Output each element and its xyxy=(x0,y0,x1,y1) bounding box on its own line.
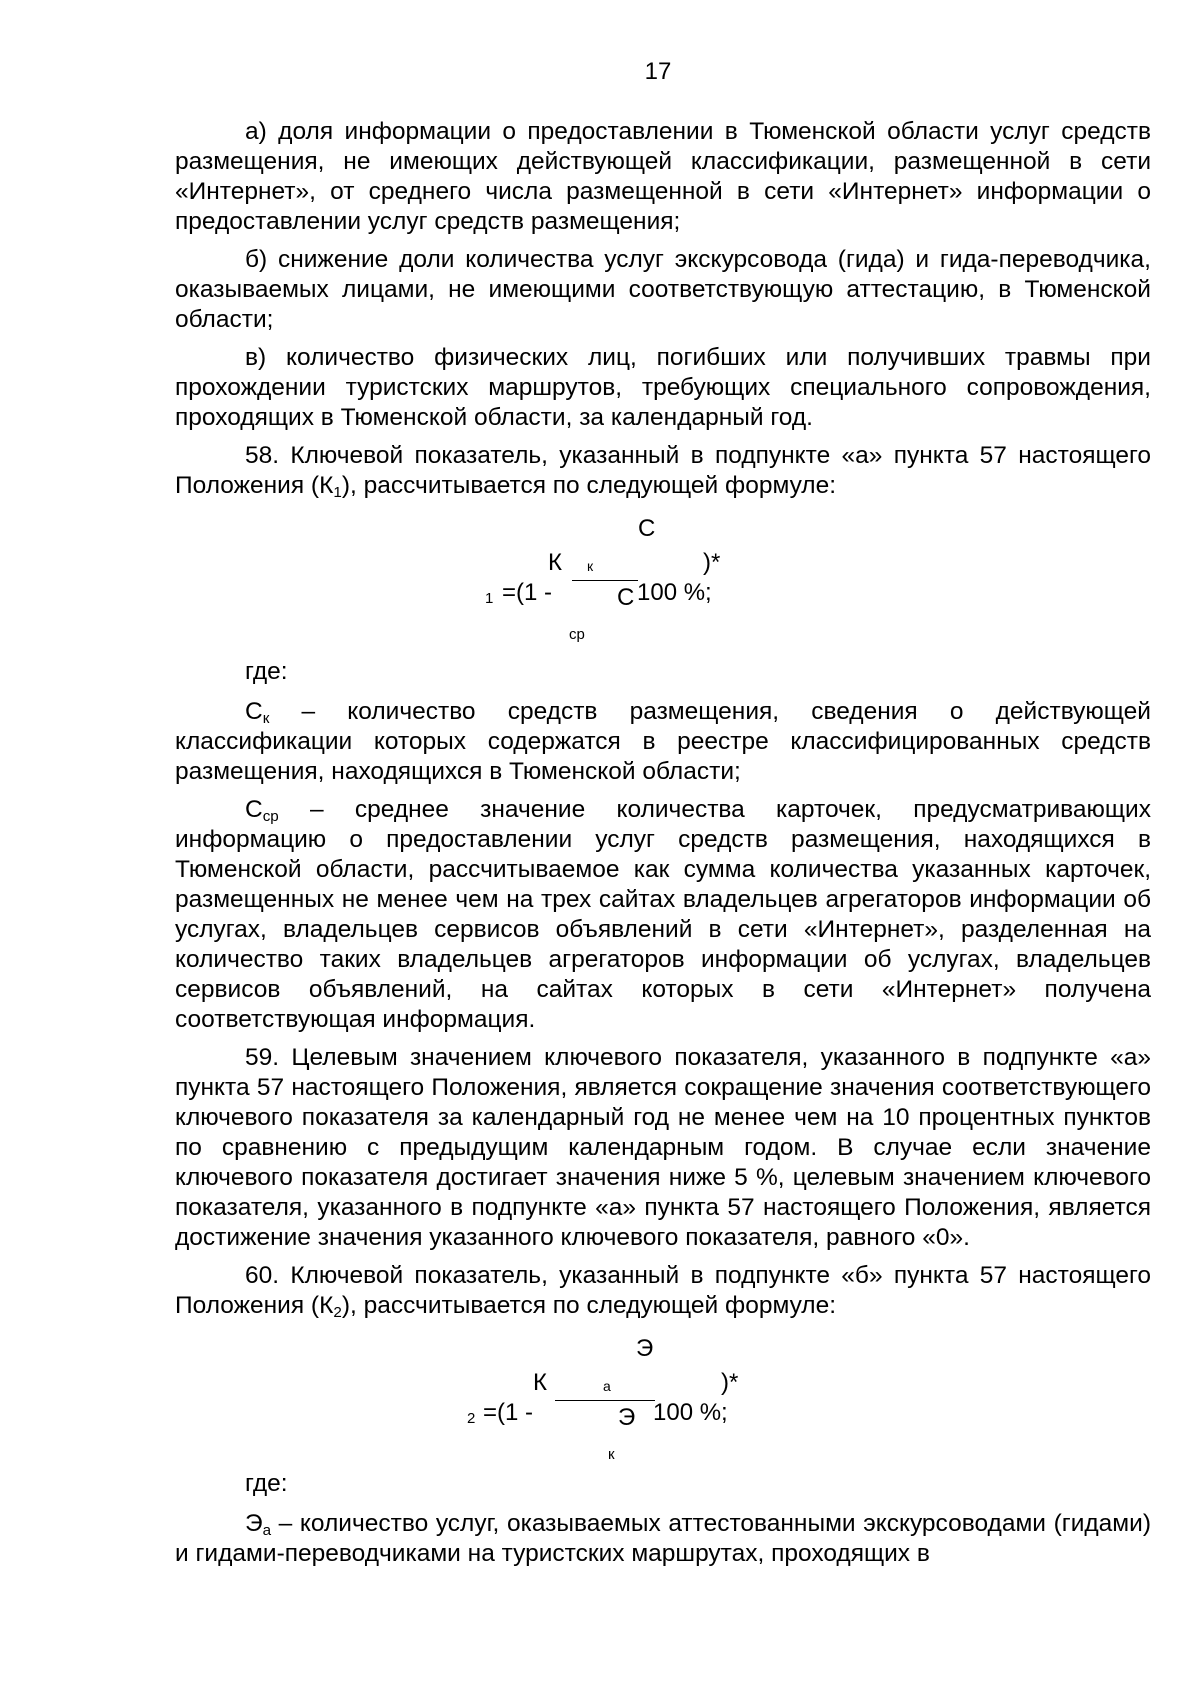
formula2-denominator-subscript: к xyxy=(608,1446,615,1463)
paragraph-59: 59. Целевым значением ключевого показателя, указанного в подпункте «а» пункта 57 настоящего Положения, является сокращение значения соответствующего ключевого показателя за календарный год не менее чем на 10 процентных пунктов по сравнению с предыдущим календарным годом. В случае если значение ключевого показателя достигает значения ниже 5 %, целевым значением ключевого показателя, указанного в подпункте «а» пункта 57 настоящего Положения, является достижение значения указанного ключевого показателя, равного «0». xyxy=(175,1044,1151,1251)
where-label-2: где: xyxy=(245,1470,288,1497)
formula1-fraction-line xyxy=(572,580,638,581)
paragraph-v: в) количество физических лиц, погибших или получивших травмы при прохождении туристских маршрутов, требующих специального сопровождения, проходящих в Тюменской области, за календарный год. xyxy=(175,344,1151,431)
ck-subscript: к xyxy=(262,709,270,727)
formula-k2 xyxy=(175,1329,1151,1469)
formula1-numerator-subscript: к xyxy=(587,558,594,574)
definition-csr xyxy=(175,795,1151,1035)
p58-subscript: 1 xyxy=(333,483,342,501)
formula1-k-index: 1 xyxy=(485,590,494,607)
p58-text-before: 58. Ключевой показатель, указанный в подпункте «а» пункта 57 настоящего Положения (К xyxy=(175,442,1151,499)
paragraph-b: б) снижение доли количества услуг экскурсовода (гида) и гида-переводчика, оказываемых лицами, не имеющими соответствующую аттестацию, в Тюменской области; xyxy=(175,246,1151,333)
csr-symbol: С xyxy=(245,796,263,823)
paragraph-60 xyxy=(175,1261,1151,1321)
formula1-tail: 100 %; xyxy=(637,579,712,606)
formula1-denominator: С xyxy=(617,584,635,611)
formula1-numerator: С xyxy=(638,515,656,542)
ck-symbol: С xyxy=(245,698,263,725)
ea-symbol: Э xyxy=(245,1510,263,1537)
p60-text-after: ), рассчитывается по следующей формуле: xyxy=(341,1292,837,1319)
ea-subscript: а xyxy=(262,1521,272,1539)
formula2-denominator: Э xyxy=(618,1404,636,1431)
formula-k1 xyxy=(175,509,1151,657)
formula2-numerator-subscript: а xyxy=(603,1378,611,1394)
csr-definition-text: – среднее значение количества карточек, предусматривающих информацию о предоставлении услуг средств размещения, находящихся в Тюменской области, рассчитываемое как сумма количества указанных карточек, размещенных не менее чем на трех сайтах владельцев агрегаторов информации об услугах, владельцев сервисов объявлений в сети «Интернет», разделенная на количество таких владельцев агрегаторов информации об услугах, владельцев сервисов объявлений, на сайтах которых в сети «Интернет» получена соответствующая информация. xyxy=(175,796,1151,1033)
csr-subscript: ср xyxy=(262,807,279,825)
formula2-close-star: )* xyxy=(721,1369,739,1396)
document-body xyxy=(175,117,1151,1577)
p60-subscript: 2 xyxy=(333,1303,342,1321)
p60-text-before: 60. Ключевой показатель, указанный в подпункте «б» пункта 57 настоящего Положения (К xyxy=(175,1262,1151,1319)
formula1-denominator-subscript: ср xyxy=(569,626,585,643)
paragraph-58 xyxy=(175,441,1151,501)
formula2-fraction-line xyxy=(555,1400,655,1401)
paragraph-a: а) доля информации о предоставлении в Тюменской области услуг средств размещения, не имеющих действующей классификации, размещенной в сети «Интернет», от среднего числа размещенной в сети «Интернет» информации о предоставлении услуг средств размещения; xyxy=(175,118,1151,235)
formula1-close-star: )* xyxy=(703,549,721,576)
definition-ea xyxy=(175,1509,1151,1569)
page-number: 17 xyxy=(644,58,672,85)
where-label-1: где: xyxy=(245,658,288,685)
ck-definition-text: – количество средств размещения, сведения о действующей классификации которых содержатся в реестре классифицированных средств размещения, находящихся в Тюменской области; xyxy=(175,698,1151,785)
ea-definition-text: – количество услуг, оказываемых аттестованными экскурсоводами (гидами) и гидами-переводчиками на туристских маршрутах, проходящих в xyxy=(175,1510,1151,1567)
formula2-k-symbol: К xyxy=(533,1369,547,1396)
p58-text-after: ), рассчитывается по следующей формуле: xyxy=(341,472,837,499)
definition-ck xyxy=(175,697,1151,787)
formula1-eq-open: =(1 - xyxy=(502,579,553,606)
formula2-k-index: 2 xyxy=(467,1410,476,1427)
formula1-k-symbol: К xyxy=(548,549,562,576)
formula2-eq-open: =(1 - xyxy=(483,1399,534,1426)
formula2-tail: 100 %; xyxy=(653,1399,728,1426)
formula2-numerator: Э xyxy=(636,1335,654,1362)
